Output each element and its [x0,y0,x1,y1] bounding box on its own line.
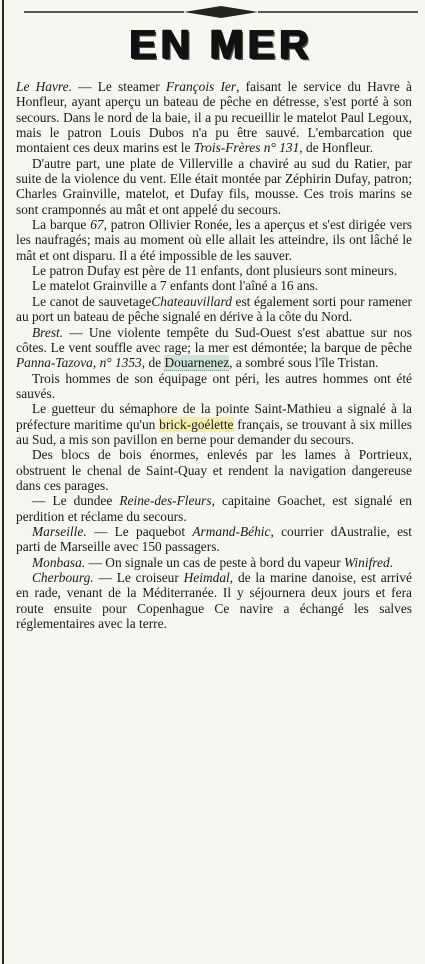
article-paragraph [16,263,412,278]
italic-text: Le Havre. [16,79,72,94]
text-run: , patron Ollivier Ronée, les a aperçus et s'est dirigée vers les naufragés; mais au moment où elle allait les atteindre, ils ont lâché le mât et ont disparu. Il a été impossible de les sauver. [16,217,412,263]
article-paragraph [16,493,412,524]
text-run: , capitaine Goachet, est signalé en perdition et réclame du secours. [16,493,412,524]
text-run: , faisant le service du Havre à Honfleur, ayant aperçu un bateau de pêche en détresse, s'est porté à son secours. Dans le nord de la baie, il a pu recueillir le matelot Paul Legoux, mais le patron Louis Dubos n'a pu être sauvé. L'embarcation que montaient ces deux marins est le [16,79,412,156]
text-run: , a sombré sous l'île Tristan. [229,355,379,371]
article-paragraph [16,79,412,156]
article-paragraph [16,156,412,217]
article-body [16,79,412,631]
article-paragraph [16,278,412,293]
headline: EN MER [129,21,313,67]
text-run: — Le dundee [32,493,120,509]
italic-text: Armand-Béhic [192,523,271,539]
text-run: est également sorti pour ramener au port un bateau de pêche signalé en dérive à la côte du Nord. [16,293,412,325]
article-paragraph [16,570,412,631]
text-run: Trois hommes de son équipage ont péri, les autres hommes ont été sauvés. [16,370,412,401]
article-paragraph [16,524,412,555]
article-paragraph [16,217,412,263]
article-paragraph [16,447,412,493]
text-run: Le matelot Grainville a 7 enfants dont l'aîné a 16 ans. [32,278,319,294]
text-run: français, se trouvant à six milles au Sud, a mis son pavillon en berne pour demander du secours. [16,416,412,447]
highlighted-term: brick-goélette [159,416,234,432]
italic-text: Heimdal [183,570,230,585]
italic-text: Chateauvillard [151,293,232,309]
article-paragraph [16,555,412,570]
italic-text: Cherbourg. [32,570,94,585]
text-run: , de [141,355,165,371]
highlighted-term: Douarnenez [164,355,230,371]
italic-text: Marseille. [32,523,87,539]
text-run: — Le paquebot [86,523,193,539]
text-run: D'autre part, une plate de Villerville a chaviré au sud du Ratier, par suite de la violence du vent. Elle était montée par Zéphirin Dufay, patron; Charles Grainville, matelot, et Dufay fils, mousse. Ces trois marins se sont cramponnés au mât et ont appelé du secours. [16,155,412,217]
text-run: — Une violente tempête du Sud-Ouest s'est abattue sur nos côtes. Le vent souffle avec rage; la mer est démontée; la barque de pêche [16,324,412,355]
text-run: Le guetteur du sémaphore de la pointe Saint-Mathieu a signalé à la préfecture maritime qu'un [16,401,412,432]
text-run: Le patron Dufay est père de 11 enfants, dont plusieurs sont mineurs. [32,263,398,279]
italic-text: Brest. [32,324,64,340]
column-rule [2,0,4,964]
article-paragraph [16,371,412,402]
text-run: , courrier dAustralie, est parti de Marseille avec 150 passagers. [16,523,412,555]
italic-text: Winifred [344,554,390,570]
article-paragraph [16,294,412,325]
text-run: — Le croiseur [93,570,184,585]
text-run: Le canot de sauvetage [32,293,152,309]
text-run: — Le steamer [71,79,166,94]
italic-text: Panna-Tazova, n° 1353 [16,355,142,371]
text-run: — On signale un cas de peste à bord du vapeur [85,554,345,570]
italic-text: Reine-des-Fleurs [119,493,212,509]
italic-text: Trois-Frères n° 131 [193,140,300,156]
text-run: , de la marine danoise, est arrivé en rade, venant de la Méditerranée. Il y séjournera deux jours et fera route ensuite pour Copenhague Ce navire a échangé les salves réglementaires avec la terre. [16,570,412,632]
italic-text: François Ier [165,79,237,94]
italic-text: Monbasa. [32,554,86,570]
text-run: Des blocs de bois énormes, enlevés par les lames à Portrieux, obstruent le chenal de Saint-Quay et rendent la navigation dangereuse dans ces parages. [16,447,412,493]
article-paragraph [16,401,412,447]
text-run: . [389,554,393,570]
article-paragraph [16,325,412,371]
text-run: , de Honfleur. [299,140,373,156]
italic-text: 67 [90,217,104,233]
text-run: La barque [32,217,91,233]
